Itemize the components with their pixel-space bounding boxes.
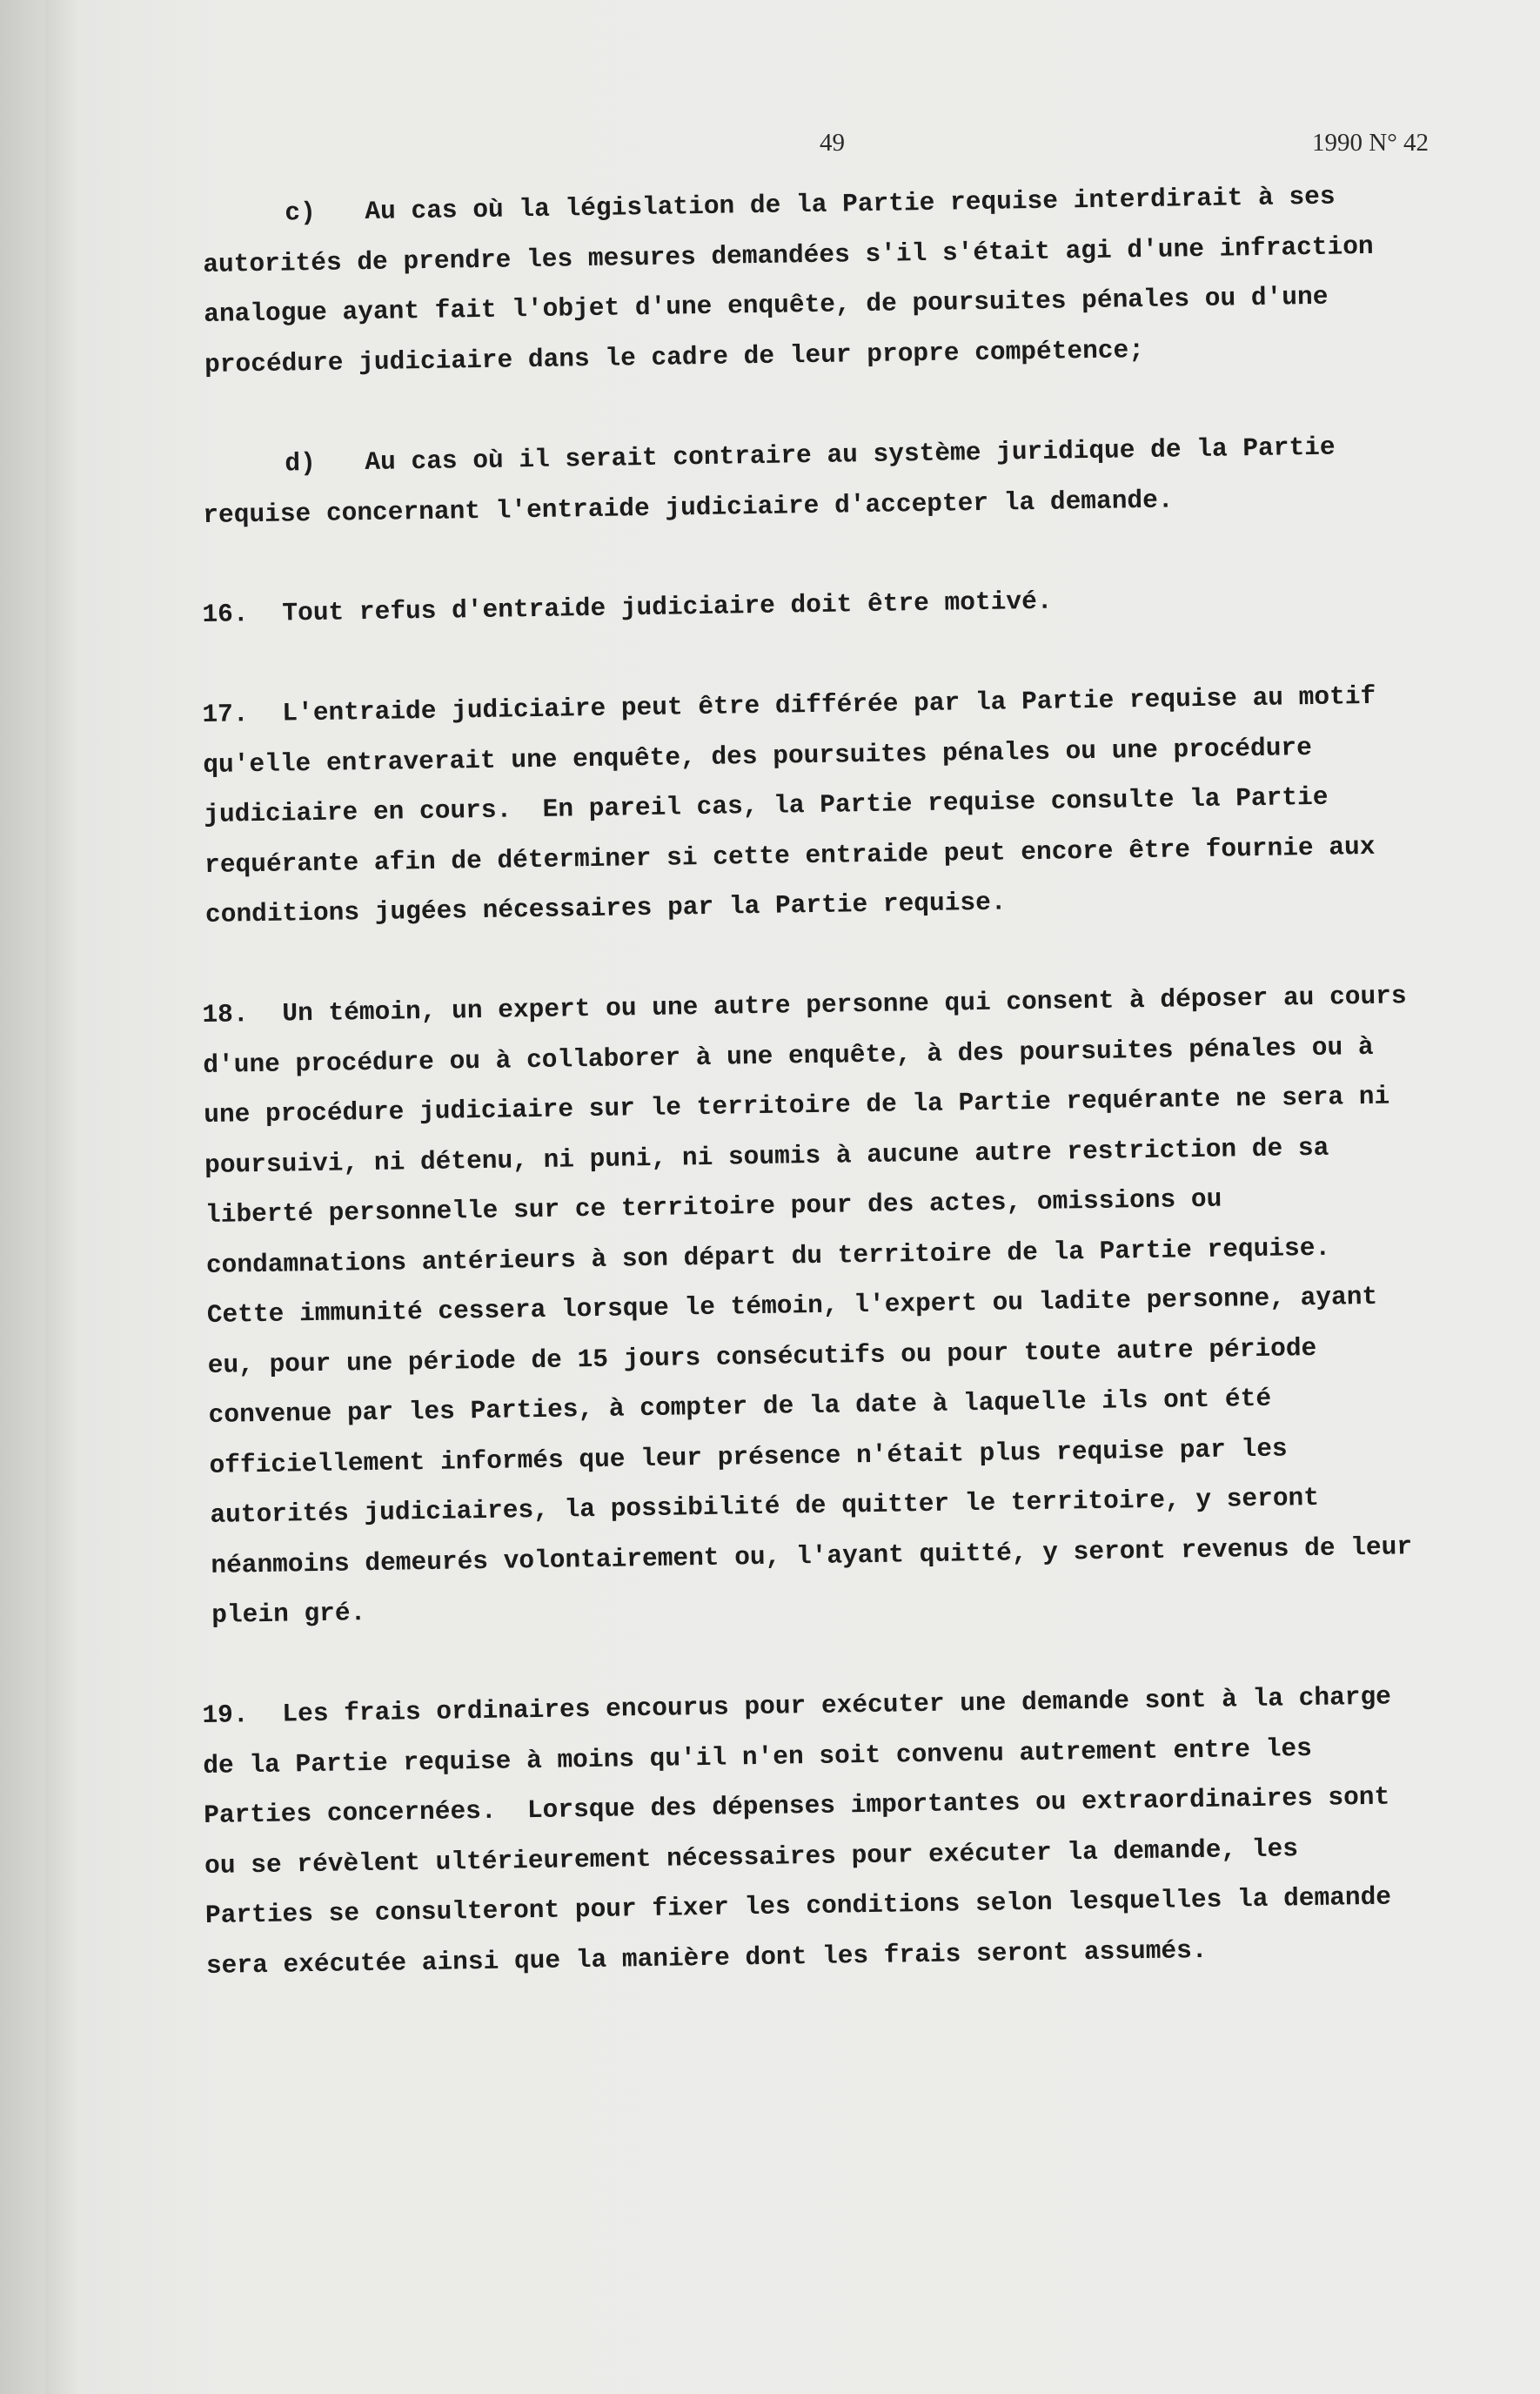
- article-number: 16.: [202, 599, 249, 629]
- clause-text: Au cas où la législation de la Partie requise interdirait à ses: [365, 181, 1336, 227]
- article-18-line-7: Cette immunité cessera lorsque le témoin, l'expert ou ladite personne, ayant: [206, 1281, 1378, 1330]
- clause-c-line-3: analogue ayant fait l'objet d'une enquête, de poursuites pénales ou d'une: [203, 281, 1329, 329]
- article-18-line-6: condamnations antérieurs à son départ du territoire de la Partie requise.: [205, 1232, 1331, 1280]
- article-17-line-4: requérante afin de déterminer si cette entraide peut encore être fournie aux: [204, 831, 1376, 880]
- article-17-line-2: qu'elle entraverait une enquête, des poursuites pénales ou une procédure: [203, 732, 1313, 780]
- article-17-line-5: conditions jugées nécessaires par la Partie requise.: [204, 887, 1007, 929]
- article-18-line-4: poursuivi, ni détenu, ni puni, ni soumis à aucune autre restriction de sa: [204, 1132, 1329, 1180]
- article-text: Un témoin, un expert ou une autre personne qui consent à déposer au cours: [282, 981, 1407, 1029]
- clause-label: c): [285, 197, 317, 228]
- article-number: 19.: [202, 1700, 249, 1730]
- clause-d-line-2: requise concernant l'entraide judiciaire d'accepter la demande.: [203, 484, 1174, 529]
- clause-text: Au cas où il serait contraire au système juridique de la Partie: [365, 432, 1336, 477]
- clause-c-line-4: procédure judiciaire dans le cadre de leur propre compétence;: [204, 334, 1145, 379]
- clause-label: d): [285, 447, 317, 479]
- article-18-line-12: néanmoins demeurés volontairement ou, l'ayant quitté, y seront revenus de leur: [211, 1531, 1413, 1580]
- page-header: [0, 129, 1540, 167]
- article-18-line-8: eu, pour une période de 15 jours consécutifs ou pour toute autre période: [207, 1332, 1317, 1380]
- article-text: Les frais ordinaires encourus pour exécuter une demande sont à la charge: [282, 1681, 1392, 1729]
- article-19-line-2: de la Partie requise à moins qu'il n'en soit convenu autrement entre les: [203, 1733, 1313, 1780]
- article-text: Tout refus d'entraide judiciaire doit être motivé.: [282, 586, 1053, 628]
- clause-c: [202, 170, 1492, 390]
- article-17-line-3: judiciaire en cours. En pareil cas, la Partie requise consulte la Partie: [203, 781, 1329, 829]
- article-text: L'entraide judiciaire peut être différée par la Partie requise au motif: [282, 681, 1376, 728]
- article-19: [202, 1671, 1494, 1991]
- clause-c-line-2: autorités de prendre les mesures demandées s'il s'était agi d'une infraction: [203, 231, 1374, 279]
- article-16-line-1: [202, 570, 1490, 640]
- document-reference: 1990 N° 42: [1312, 129, 1430, 157]
- article-number: 17.: [202, 699, 249, 729]
- article-18: [202, 970, 1500, 1641]
- article-18-line-13: plein gré.: [211, 1598, 366, 1630]
- clause-d: [202, 419, 1491, 540]
- article-18-line-10: officiellement informés que leur présence n'était plus requise par les: [209, 1432, 1288, 1480]
- article-17: [202, 670, 1493, 941]
- article-19-line-5: Parties se consulteront pour fixer les conditions selon lesquelles la demande: [204, 1881, 1392, 1930]
- article-18-line-2: d'une procédure ou à collaborer à une enquête, à des poursuites pénales ou à: [203, 1031, 1374, 1080]
- article-number: 18.: [202, 999, 249, 1029]
- document-body: [202, 181, 1490, 2042]
- article-18-line-3: une procédure judiciaire sur le territoire de la Partie requérante ne sera ni: [203, 1081, 1390, 1130]
- article-19-line-4: ou se révèlent ultérieurement nécessaires pour exécuter la demande, les: [204, 1833, 1299, 1881]
- article-19-line-6: sera exécutée ainsi que la manière dont les frais seront assumés.: [205, 1935, 1208, 1981]
- article-18-line-9: convenue par les Parties, à compter de la date à laquelle ils ont été: [208, 1383, 1272, 1430]
- article-18-line-5: liberté personnelle sur ce territoire pour des actes, omissions ou: [204, 1184, 1222, 1230]
- page-number: 49: [820, 129, 845, 157]
- page-binding-shadow: [0, 0, 45, 2394]
- article-16: [202, 570, 1490, 640]
- article-18-line-11: autorités judiciaires, la possibilité de quitter le territoire, y seront: [210, 1482, 1320, 1530]
- article-19-line-3: Parties concernées. Lorsque des dépenses importantes ou extraordinaires sont: [203, 1781, 1390, 1830]
